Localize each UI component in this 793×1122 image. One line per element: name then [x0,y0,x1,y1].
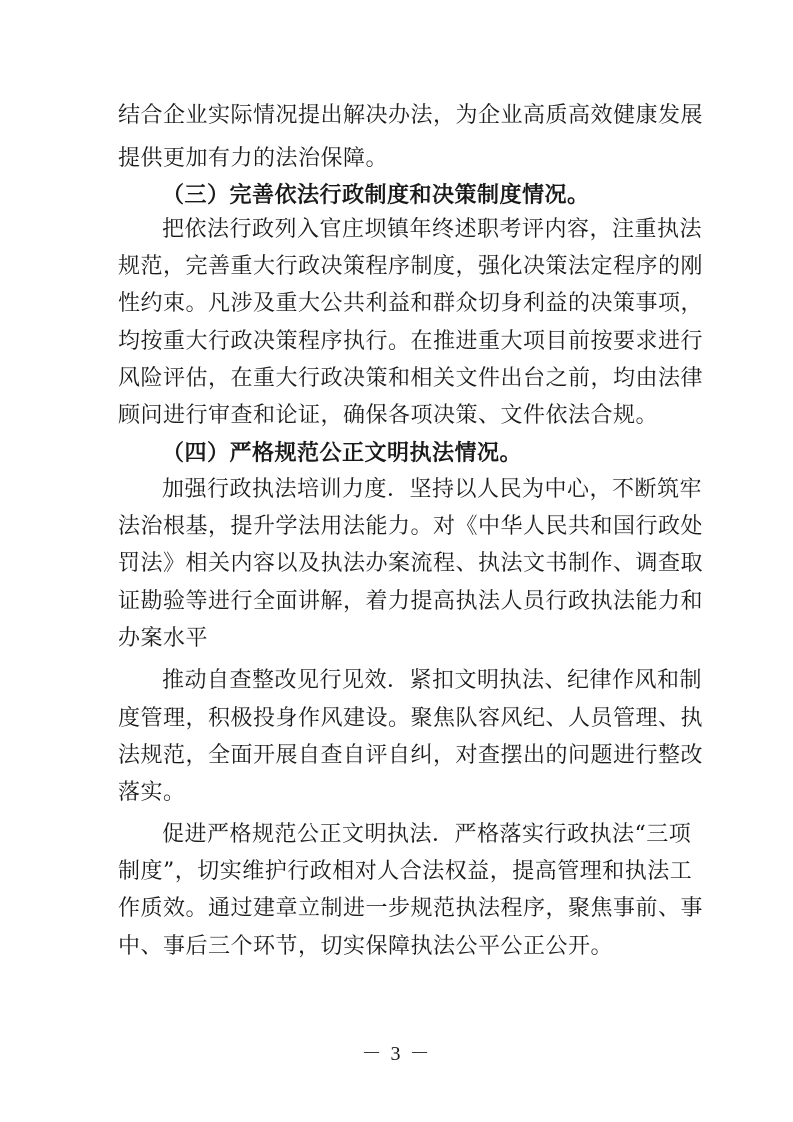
paragraph-line: 加强行政执法培训力度．坚持以人民为中心，不断筑牢 [162,477,703,502]
paragraph-line: 落实。 [118,780,186,805]
paragraph-line: 作质效。通过建章立制进一步规范执法程序，聚焦事前、事 [118,896,704,921]
paragraph-line: 制度”，切实维护行政相对人合法权益，提高管理和执法工 [118,859,693,884]
paragraph-line: 提供更加有力的法治保障。 [118,146,389,171]
paragraph-line: 办案水平 [118,626,209,651]
paragraph-line: 度管理，积极投身作风建设。聚焦队容风纪、人员管理、执 [118,706,704,731]
section-heading: （四）严格规范公正文明执法情况。 [162,440,523,466]
paragraph-line: 把依法行政列入官庄坝镇年终述职考评内容，注重执法 [162,217,703,242]
paragraph-line: 法规范，全面开展自查自评自纠，对查摆出的问题进行整改 [118,743,704,768]
paragraph-line: 证勘验等进行全面讲解，着力提高执法人员行政执法能力和 [118,589,704,614]
section-heading: （三）完善依法行政制度和决策制度情况。 [162,182,590,208]
paragraph-line: 推动自查整改见行见效．紧扣文明执法、纪律作风和制 [162,668,703,693]
paragraph-line: 顾问进行审查和论证，确保各项决策、文件依法合规。 [118,403,659,428]
paragraph-line: 均按重大行政决策程序执行。在推进重大项目前按要求进行 [118,329,704,354]
paragraph-line: 风险评估，在重大行政决策和相关文件出台之前，均由法律 [118,366,704,391]
paragraph-line: 罚法》相关内容以及执法办案流程、执法文书制作、调查取 [118,551,704,576]
paragraph-line: 性约束。凡涉及重大公共利益和群众切身利益的决策事项， [118,291,704,316]
paragraph-line: 法治根基，提升学法用法能力。对《中华人民共和国行政处 [118,514,704,539]
page-number: － 3 － [361,1043,432,1065]
paragraph-line: 促进严格规范公正文明执法．严格落实行政执法“三项 [162,822,692,847]
paragraph-line: 结合企业实际情况提出解决办法，为企业高质高效健康发展 [118,103,704,128]
paragraph-line: 规范，完善重大行政决策程序制度，强化决策法定程序的刚 [118,254,704,279]
paragraph-line: 中、事后三个环节，切实保障执法公平公正公开。 [118,934,614,959]
